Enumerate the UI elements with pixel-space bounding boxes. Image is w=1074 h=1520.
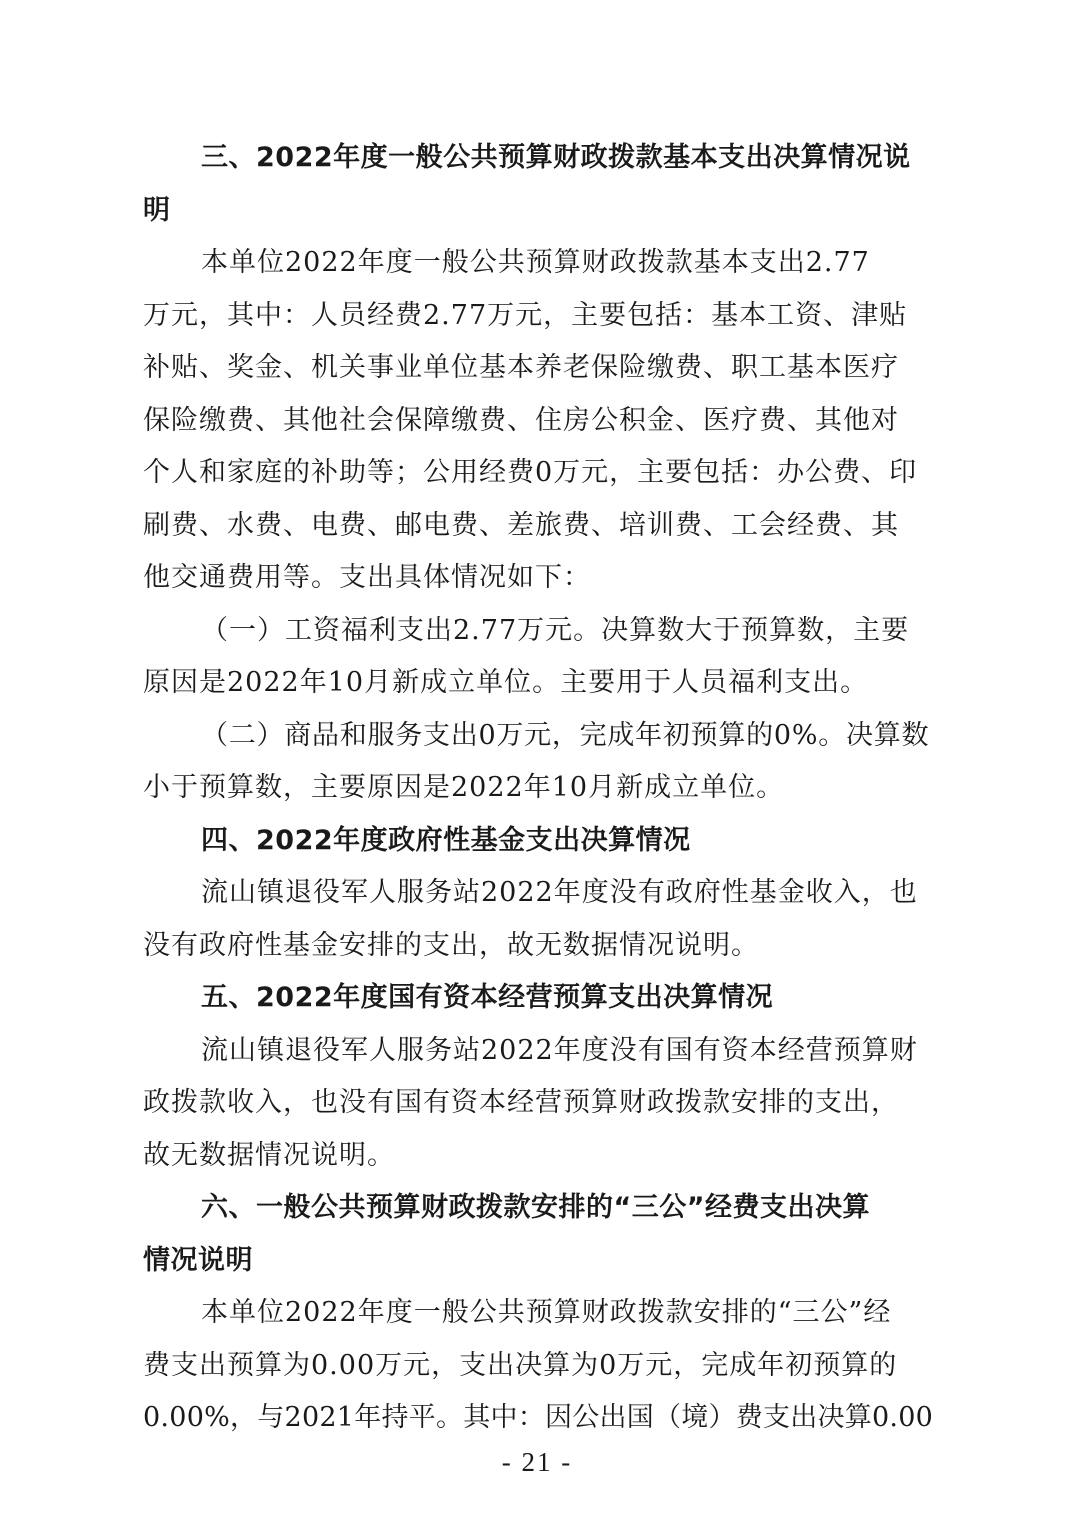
paragraph-line: 本单位2022年度一般公共预算财政拨款安排的“三公”经	[201, 1297, 892, 1328]
page-number: - 21 -	[501, 1447, 573, 1477]
paragraph-line: 小于预算数，主要原因是2022年10月新成立单位。	[143, 772, 785, 803]
section-heading-6: 六、一般公共预算财政拨款安排的“三公”经费支出决算	[201, 1192, 870, 1223]
paragraph-line: 0.00%，与2021年持平。其中：因公出国（境）费支出决算0.00	[143, 1402, 934, 1433]
paragraph-line: 流山镇退役军人服务站2022年度没有国有资本经营预算财	[201, 1034, 918, 1066]
paragraph-line: 个人和家庭的补助等；公用经费0万元，主要包括：办公费、印	[143, 457, 918, 488]
paragraph-line: （二）商品和服务支出0万元，完成年初预算的0%。决算数	[201, 719, 930, 751]
paragraph-line: 原因是2022年10月新成立单位。主要用于人员福利支出。	[143, 667, 869, 698]
section-heading-3-cont: 明	[143, 194, 171, 226]
section-heading-6-cont: 情况说明	[143, 1244, 253, 1276]
paragraph-line: 本单位2022年度一般公共预算财政拨款基本支出2.77	[201, 247, 870, 278]
paragraph-line: 流山镇退役军人服务站2022年度没有政府性基金收入，也	[201, 877, 918, 908]
paragraph-line: 政拨款收入，也没有国有资本经营预算财政拨款安排的支出，	[143, 1087, 899, 1118]
section-heading-5: 五、2022年度国有资本经营预算支出决算情况	[201, 982, 774, 1013]
paragraph-line: （一）工资福利支出2.77万元。决算数大于预算数，主要	[201, 614, 910, 646]
paragraph-line: 刷费、水费、电费、邮电费、差旅费、培训费、工会经费、其	[143, 509, 899, 541]
paragraph-line: 故无数据情况说明。	[143, 1139, 395, 1171]
paragraph-line: 万元，其中：人员经费2.77万元，主要包括：基本工资、津贴	[143, 299, 908, 331]
section-heading-3: 三、2022年度一般公共预算财政拨款基本支出决算情况说	[201, 142, 911, 173]
paragraph-line: 费支出预算为0.00万元，支出决算为0万元，完成年初预算的	[143, 1349, 898, 1381]
paragraph-line: 保险缴费、其他社会保障缴费、住房公积金、医疗费、其他对	[143, 404, 899, 436]
paragraph-line: 补贴、奖金、机关事业单位基本养老保险缴费、职工基本医疗	[143, 352, 899, 383]
paragraph-line: 没有政府性基金安排的支出，故无数据情况说明。	[143, 929, 759, 961]
document-page	[143, 132, 933, 1445]
section-heading-4: 四、2022年度政府性基金支出决算情况	[201, 824, 691, 856]
paragraph-line: 他交通费用等。支出具体情况如下：	[143, 562, 591, 593]
